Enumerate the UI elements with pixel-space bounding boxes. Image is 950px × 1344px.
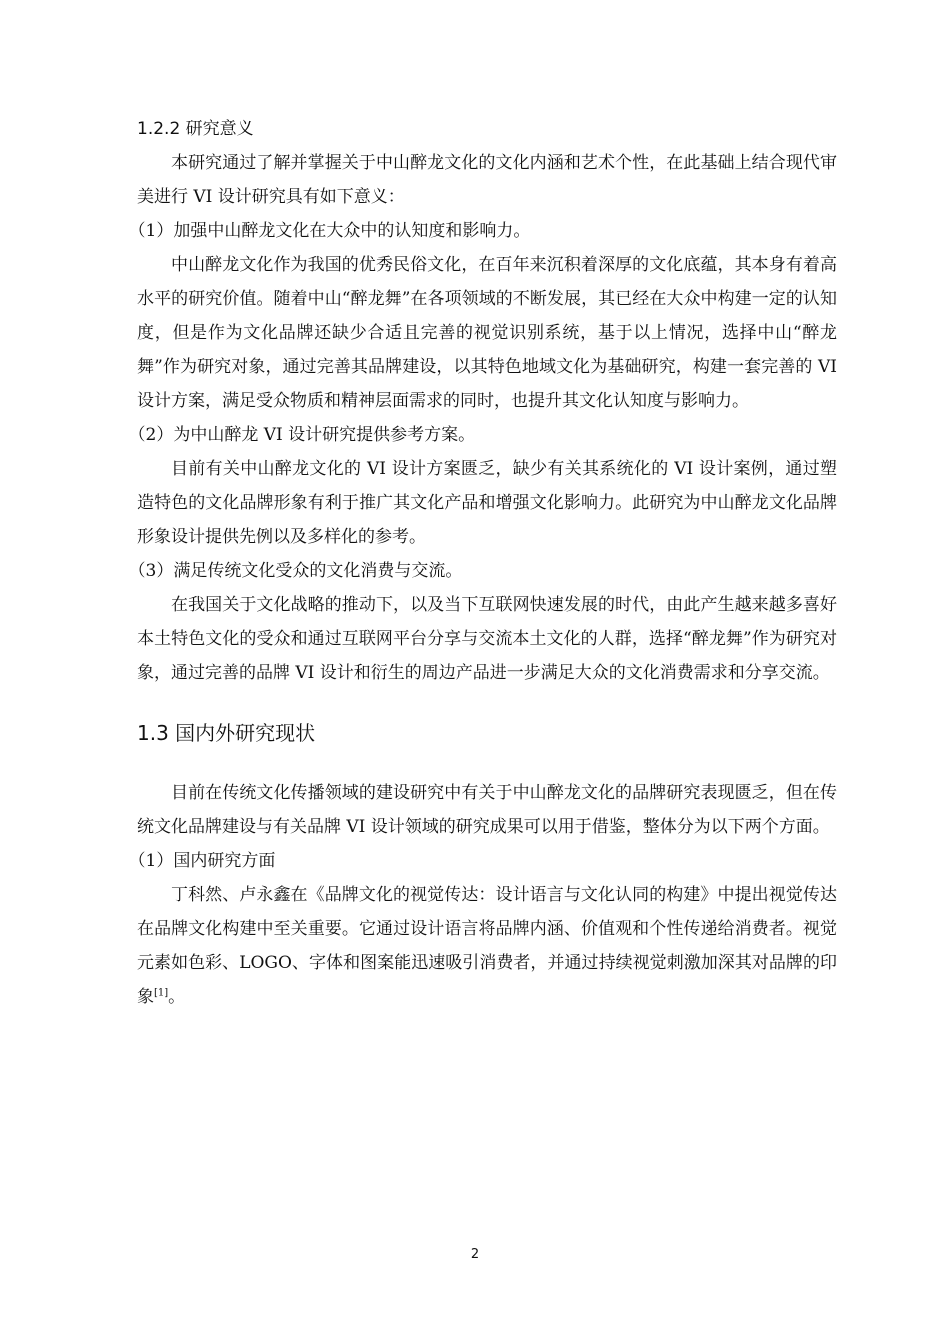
section-heading-1-3: 1.3 国内外研究现状 (137, 721, 316, 745)
list-item-title-3: （3）满足传统文化受众的文化消费与交流。 (128, 561, 463, 581)
paragraph-item-3: 在我国关于文化战略的推动下，以及当下互联网快速发展的时代，由此产生越来越多喜好本土特色文化的受众和通过互联网平台分享与交流本土文化的人群，选择“醉龙舞”作为研究对象，通过完善的品牌 VI 设计和衍生的周边产品进一步满足大众的文化消费需求和分享交流。 (137, 595, 837, 683)
section-heading-1-2-2: 1.2.2 研究意义 (137, 119, 254, 139)
list-item-title-2: （2）为中山醉龙 VI 设计研究提供参考方案。 (128, 425, 476, 445)
list-item-title-domestic: （1）国内研究方面 (128, 851, 276, 871)
page-content (128, 112, 837, 1014)
paragraph-research-status-intro: 目前在传统文化传播领域的建设研究中有关于中山醉龙文化的品牌研究表现匮乏，但在传统文化品牌建设与有关品牌 VI 设计领域的研究成果可以用于借鉴，整体分为以下两个方面。 (137, 783, 837, 837)
paragraph-domestic-research (137, 878, 837, 1014)
paragraph-domestic-text: 丁科然、卢永鑫在《品牌文化的视觉传达：设计语言与文化认同的构建》中提出视觉传达在品牌文化构建中至关重要。它通过设计语言将品牌内涵、价值观和个性传递给消费者。视觉元素如色彩、LOGO、字体和图案能迅速吸引消费者，并通过持续视觉刺激加深其对品牌的印象 (137, 885, 837, 1007)
citation-ref-1[interactable]: [1] (154, 987, 169, 999)
paragraph-significance-intro: 本研究通过了解并掌握关于中山醉龙文化的文化内涵和艺术个性，在此基础上结合现代审美进行 VI 设计研究具有如下意义： (137, 153, 837, 207)
paragraph-item-2: 目前有关中山醉龙文化的 VI 设计方案匮乏，缺少有关其系统化的 VI 设计案例，通过塑造特色的文化品牌形象有利于推广其文化产品和增强文化影响力。此研究为中山醉龙文化品牌形象设计提供先例以及多样化的参考。 (137, 459, 837, 547)
page-number: 2 (470, 1247, 480, 1262)
paragraph-domestic-end: 。 (168, 987, 186, 1007)
list-item-title-1: （1）加强中山醉龙文化在大众中的认知度和影响力。 (128, 221, 531, 241)
paragraph-item-1: 中山醉龙文化作为我国的优秀民俗文化，在百年来沉积着深厚的文化底蕴，其本身有着高水平的研究价值。随着中山“醉龙舞”在各项领域的不断发展，其已经在大众中构建一定的认知度，但是作为文化品牌还缺少合适且完善的视觉识别系统，基于以上情况，选择中山“醉龙舞”作为研究对象，通过完善其品牌建设，以其特色地域文化为基础研究，构建一套完善的 VI 设计方案，满足受众物质和精神层面需求的同时，也提升其文化认知度与影响力。 (137, 255, 837, 411)
